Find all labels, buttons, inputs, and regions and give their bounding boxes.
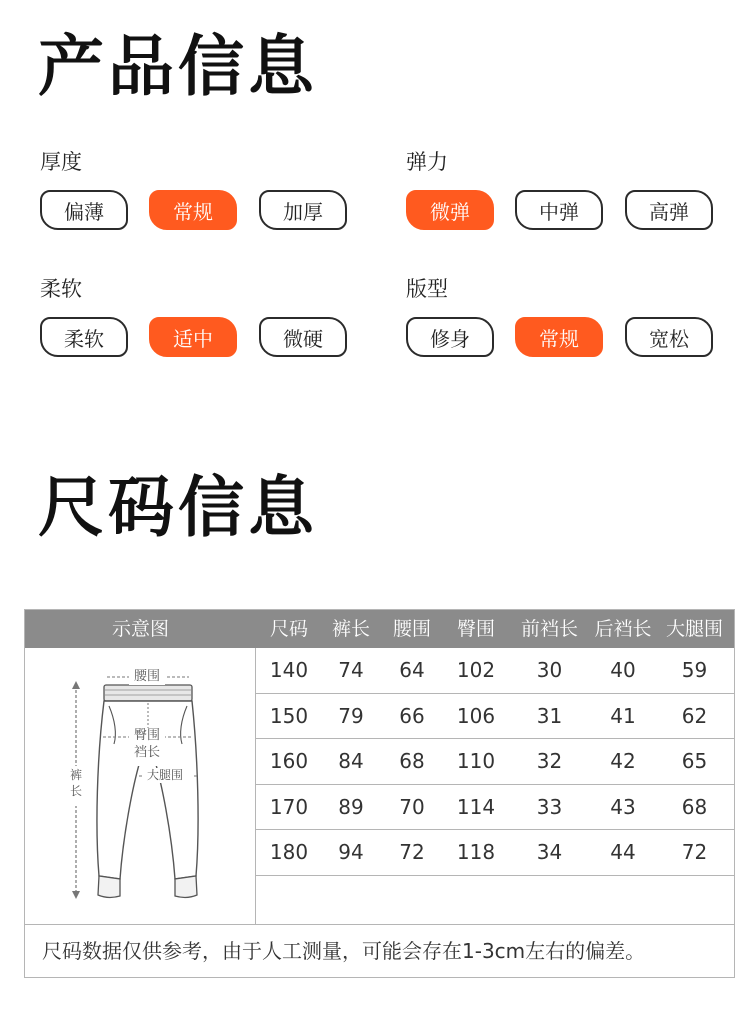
cell-pants-length: 74 <box>338 658 364 682</box>
thickness-label: 厚度 <box>40 150 82 174</box>
cell-hip: 118 <box>456 840 496 864</box>
cell-size: 170 <box>269 794 309 819</box>
header-thigh: 大腿围 <box>665 618 723 640</box>
cell-waist: 70 <box>399 794 425 819</box>
cell-pants-length: 89 <box>338 794 364 819</box>
thickness-option-thick[interactable]: 加厚 <box>259 190 347 230</box>
softness-label: 柔软 <box>40 277 82 301</box>
softness-option-soft[interactable]: 柔软 <box>40 317 128 357</box>
header-pants-length: 裤长 <box>331 618 370 640</box>
cell-thigh: 59 <box>681 658 708 682</box>
cell-hip: 106 <box>456 703 496 728</box>
diagram-label-length: 裤长 <box>69 768 82 798</box>
cell-front-rise: 31 <box>536 703 563 728</box>
cell-hip: 102 <box>456 658 496 682</box>
cell-thigh: 65 <box>681 749 708 773</box>
table-row <box>256 694 734 740</box>
elasticity-option-slight[interactable]: 微弹 <box>406 190 494 230</box>
table-row <box>256 648 734 694</box>
cell-thigh: 72 <box>681 840 708 864</box>
elasticity-label: 弹力 <box>406 150 448 174</box>
cell-pants-length: 79 <box>338 703 364 728</box>
fit-option-loose[interactable]: 宽松 <box>625 317 713 357</box>
table-row <box>256 830 734 876</box>
cell-waist: 72 <box>399 840 425 864</box>
cell-back-rise: 43 <box>610 794 636 819</box>
thickness-option-regular[interactable]: 常规 <box>149 190 237 230</box>
header-hip: 臀围 <box>456 618 495 640</box>
table-row-empty <box>256 876 734 925</box>
diagram-label-crotch: 裆长 <box>133 745 160 760</box>
cell-waist: 68 <box>399 749 425 773</box>
cell-front-rise: 30 <box>536 658 563 682</box>
header-back-rise: 后裆长 <box>594 618 652 640</box>
cell-thigh: 68 <box>681 794 708 819</box>
cell-size: 140 <box>269 658 309 682</box>
cell-hip: 110 <box>456 749 496 773</box>
softness-option-stiff[interactable]: 微硬 <box>259 317 347 357</box>
cell-front-rise: 34 <box>536 840 563 864</box>
cell-size: 150 <box>269 703 309 728</box>
cell-pants-length: 84 <box>338 749 364 773</box>
cell-back-rise: 42 <box>610 749 636 773</box>
table-header <box>25 610 734 648</box>
softness-option-moderate[interactable]: 适中 <box>149 317 237 357</box>
cell-back-rise: 40 <box>610 658 636 682</box>
product-info-title: 产品信息 <box>38 28 318 105</box>
cell-thigh: 62 <box>681 703 708 728</box>
size-table <box>24 609 735 978</box>
pants-diagram <box>25 648 255 924</box>
header-diagram: 示意图 <box>111 618 169 640</box>
pants-diagram-cell <box>25 648 256 924</box>
cell-size: 180 <box>269 840 309 864</box>
elasticity-option-medium[interactable]: 中弹 <box>515 190 603 230</box>
diagram-label-hip: 臀围 <box>129 728 165 744</box>
elasticity-option-high[interactable]: 高弹 <box>625 190 713 230</box>
size-disclaimer: 尺码数据仅供参考，由于人工测量，可能会存在1-3cm左右的偏差。 <box>25 924 734 977</box>
header-size: 尺码 <box>269 618 308 640</box>
header-front-rise: 前裆长 <box>520 618 578 640</box>
fit-option-regular[interactable]: 常规 <box>515 317 603 357</box>
cell-waist: 64 <box>399 658 425 682</box>
size-info-title: 尺码信息 <box>38 469 318 546</box>
fit-label: 版型 <box>406 277 448 301</box>
fit-option-slim[interactable]: 修身 <box>406 317 494 357</box>
diagram-label-waist: 腰围 <box>133 669 160 684</box>
cell-waist: 66 <box>399 703 425 728</box>
cell-front-rise: 32 <box>536 749 563 773</box>
diagram-label-thigh: 大腿围 <box>147 768 184 782</box>
table-row <box>256 785 734 831</box>
header-waist: 腰围 <box>392 618 431 640</box>
cell-size: 160 <box>269 749 309 773</box>
thickness-option-thin[interactable]: 偏薄 <box>40 190 128 230</box>
cell-pants-length: 94 <box>338 840 364 864</box>
cell-back-rise: 41 <box>610 703 636 728</box>
cell-front-rise: 33 <box>536 794 563 819</box>
cell-back-rise: 44 <box>610 840 636 864</box>
table-row <box>256 739 734 785</box>
cell-hip: 114 <box>456 794 496 819</box>
